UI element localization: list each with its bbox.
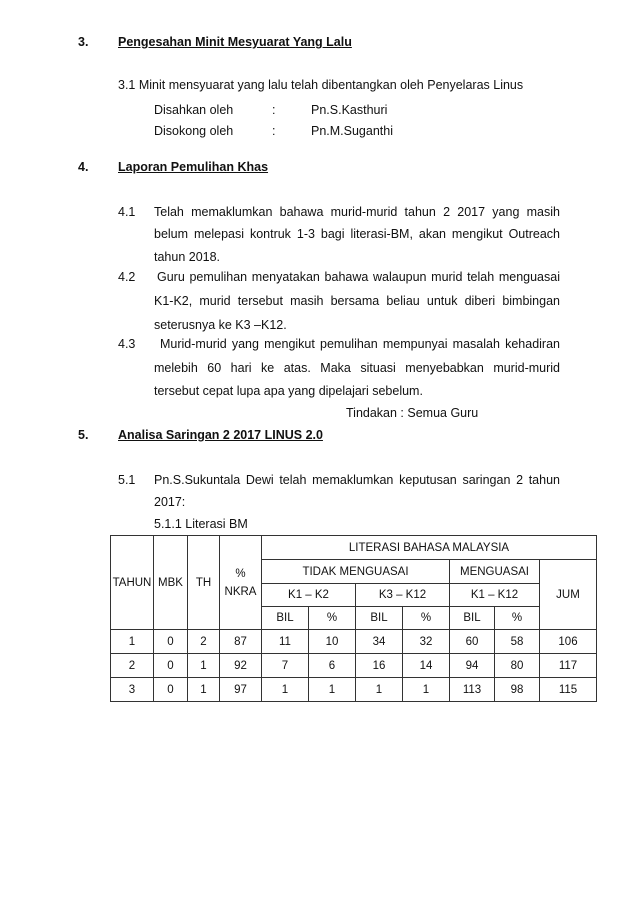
approved-by-label: Disahkan oleh	[154, 103, 234, 117]
section-4-heading: Laporan Pemulihan Khas	[118, 160, 269, 174]
literacy-table	[110, 535, 597, 702]
table-cell: 92	[220, 654, 262, 678]
header-tidak-menguasai: TIDAK MENGUASAI	[262, 560, 450, 584]
header-tahun: TAHUN	[111, 536, 154, 630]
header-nkra	[220, 536, 262, 630]
table-cell: 60	[450, 630, 495, 654]
section-5-number: 5.	[78, 428, 89, 442]
item-4-2-line-3: seterusnya ke K3 –K12.	[154, 318, 287, 332]
item-4-3-line-2: melebih 60 hari ke atas. Maka situasi menyebabkan murid-murid	[154, 361, 560, 375]
header-percent: %	[495, 607, 540, 630]
item-4-1-line-2: belum melepasi kontruk 1-3 bagi literasi-BM, akan mengikut Outreach	[154, 227, 560, 241]
header-bil: BIL	[356, 607, 403, 630]
seconded-by-label: Disokong oleh	[154, 124, 234, 138]
header-literasi: LITERASI BAHASA MALAYSIA	[262, 536, 597, 560]
table-cell: 58	[495, 630, 540, 654]
section-3-number: 3.	[78, 35, 89, 49]
table-cell: 1	[403, 678, 450, 702]
item-4-2-line-2: K1-K2, murid tersebut masih bersama beliau untuk diberi bimbingan	[154, 294, 560, 308]
table-row	[111, 654, 597, 678]
action-note: Tindakan : Semua Guru	[346, 406, 479, 420]
paragraph-5-1-number: 5.1	[118, 473, 136, 487]
section-3-heading: Pengesahan Minit Mesyuarat Yang Lalu	[118, 35, 352, 49]
table-row	[111, 678, 597, 702]
table-cell: 0	[154, 630, 188, 654]
header-th: TH	[188, 536, 220, 630]
table-cell: 94	[450, 654, 495, 678]
table-cell: 1	[309, 678, 356, 702]
table-cell: 80	[495, 654, 540, 678]
table-cell: 113	[450, 678, 495, 702]
table-cell: 1	[262, 678, 309, 702]
table-cell: 1	[111, 630, 154, 654]
item-4-3-number: 4.3	[118, 337, 136, 351]
item-4-1-number: 4.1	[118, 205, 136, 219]
header-mbk: MBK	[154, 536, 188, 630]
header-menguasai: MENGUASAI	[450, 560, 540, 584]
item-4-1-line-1: Telah memaklumkan bahawa murid-murid tahun 2 2017 yang masih	[154, 205, 560, 219]
header-jum: JUM	[540, 560, 597, 630]
table-cell: 32	[403, 630, 450, 654]
table-cell: 0	[154, 654, 188, 678]
table-cell: 14	[403, 654, 450, 678]
approved-by-value: Pn.S.Kasthuri	[311, 103, 388, 117]
table-cell: 11	[262, 630, 309, 654]
paragraph-3-1: 3.1 Minit mensyuarat yang lalu telah dibentangkan oleh Penyelaras Linus	[118, 78, 524, 92]
item-4-3-line-1: Murid-murid yang mengikut pemulihan mempunyai masalah kehadiran	[160, 337, 560, 351]
table-cell: 117	[540, 654, 597, 678]
header-nkra-percent: %	[235, 567, 246, 580]
table-cell: 1	[188, 654, 220, 678]
header-bil: BIL	[262, 607, 309, 630]
paragraph-5-1-line-1: Pn.S.Sukuntala Dewi telah memaklumkan keputusan saringan 2 tahun	[154, 473, 560, 487]
table-cell: 34	[356, 630, 403, 654]
seconded-by-value: Pn.M.Suganthi	[311, 124, 393, 138]
table-cell: 10	[309, 630, 356, 654]
header-k3-k12: K3 – K12	[356, 584, 450, 607]
table-cell: 6	[309, 654, 356, 678]
subheading-5-1-1: 5.1.1 Literasi BM	[154, 517, 248, 531]
seconded-by-colon: :	[272, 124, 276, 138]
header-percent: %	[309, 607, 356, 630]
table-row	[111, 630, 597, 654]
section-5-heading: Analisa Saringan 2 2017 LINUS 2.0	[118, 428, 323, 442]
item-4-2-number: 4.2	[118, 270, 136, 284]
table-cell: 1	[188, 678, 220, 702]
table-cell: 87	[220, 630, 262, 654]
header-nkra-label: NKRA	[224, 585, 257, 598]
item-4-2-line-1: Guru pemulihan menyatakan bahawa walaupun murid telah menguasai	[157, 270, 560, 284]
paragraph-5-1-line-2: 2017:	[154, 495, 186, 509]
table-body	[111, 630, 597, 702]
table-cell: 115	[540, 678, 597, 702]
table-cell: 16	[356, 654, 403, 678]
table-cell: 1	[356, 678, 403, 702]
table-cell: 7	[262, 654, 309, 678]
header-k1-k2: K1 – K2	[262, 584, 356, 607]
table-cell: 2	[111, 654, 154, 678]
table-cell: 0	[154, 678, 188, 702]
header-percent: %	[403, 607, 450, 630]
table-cell: 98	[495, 678, 540, 702]
header-bil: BIL	[450, 607, 495, 630]
item-4-3-line-3: tersebut cepat lupa apa yang dipelajari sebelum.	[154, 384, 423, 398]
table-cell: 3	[111, 678, 154, 702]
header-k1-k12: K1 – K12	[450, 584, 540, 607]
table-cell: 97	[220, 678, 262, 702]
item-4-1-line-3: tahun 2018.	[154, 250, 221, 264]
table-cell: 106	[540, 630, 597, 654]
section-4-number: 4.	[78, 160, 89, 174]
approved-by-colon: :	[272, 103, 276, 117]
table-cell: 2	[188, 630, 220, 654]
